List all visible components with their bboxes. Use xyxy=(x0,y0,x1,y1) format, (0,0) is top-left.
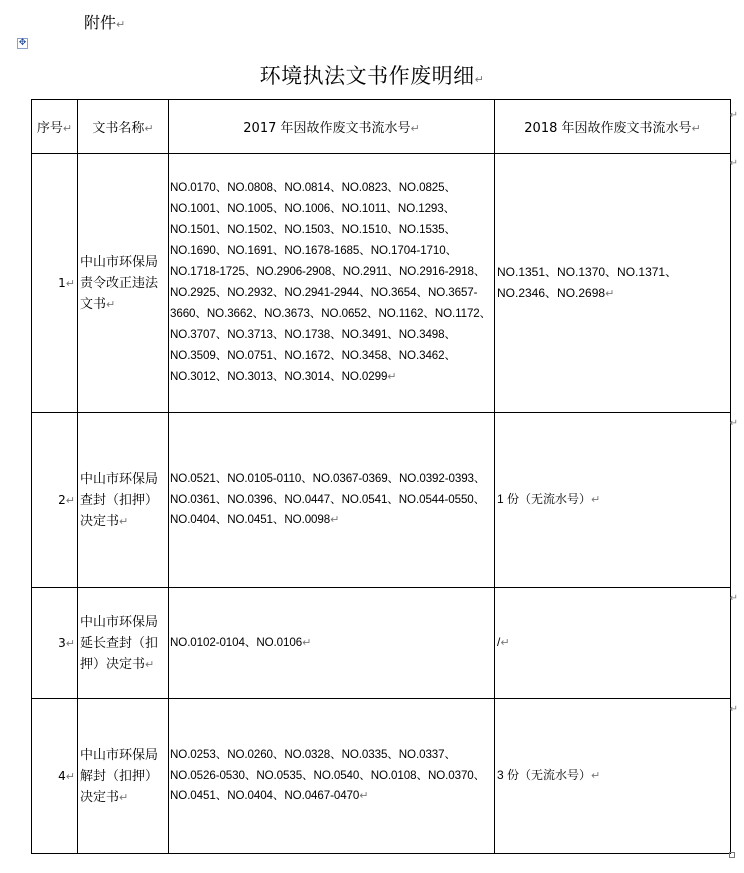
row-end-mark: ↵ xyxy=(729,110,738,121)
table-resize-handle-icon[interactable] xyxy=(729,852,735,858)
serials-2018-cell: 1 份（无流水号）↵ xyxy=(495,413,731,588)
annulment-table xyxy=(31,99,731,854)
table-row xyxy=(32,413,731,588)
doc-name-cell: 中山市环保局延长查封（扣押）决定书↵ xyxy=(78,588,169,699)
doc-name-cell: 中山市环保局责令改正违法文书↵ xyxy=(78,154,169,413)
page-title: 环境执法文书作废明细↵ xyxy=(259,64,485,88)
row-index: 3↵ xyxy=(32,588,78,699)
row-end-mark: ↵ xyxy=(729,593,738,604)
row-end-mark: ↵ xyxy=(729,158,738,169)
doc-name-cell: 中山市环保局解封（扣押）决定书↵ xyxy=(78,699,169,854)
serials-2017-cell: NO.0521、NO.0105-0110、NO.0367-0369、NO.0392-0393、NO.0361、NO.0396、NO.0447、NO.0541、NO.0544-0550、NO.0404、NO.0451、NO.0098↵ xyxy=(169,413,495,588)
table-row xyxy=(32,588,731,699)
serials-2018-cell: 3 份（无流水号）↵ xyxy=(495,699,731,854)
row-end-mark: ↵ xyxy=(729,418,738,429)
serials-2018-cell: NO.1351、NO.1370、NO.1371、NO.2346、NO.2698↵ xyxy=(495,154,731,413)
serials-2017-cell: NO.0253、NO.0260、NO.0328、NO.0335、NO.0337、NO.0526-0530、NO.0535、NO.0540、NO.0108、NO.0370、NO.0451、NO.0404、NO.0467-0470↵ xyxy=(169,699,495,854)
serials-2017-cell: NO.0170、NO.0808、NO.0814、NO.0823、NO.0825、NO.1001、NO.1005、NO.1006、NO.1011、NO.1293、NO.1501、NO.1502、NO.1503、NO.1510、NO.1535、NO.1690、NO.1691、NO.1678-1685、NO.1704-1710、NO.1718-1725、NO.2906-2908、NO.2911、NO.2916-2918、NO.2925、NO.2932、NO.2941-2944、NO.3654、NO.3657-3660、NO.3662、NO.3673、NO.0652、NO.1162、NO.1172、NO.3707、NO.3713、NO.1738、NO.3491、NO.3498、NO.3509、NO.0751、NO.1672、NO.3458、NO.3462、NO.3012、NO.3013、NO.3014、NO.0299↵ xyxy=(169,154,495,413)
annex-label: 附件↵ xyxy=(84,13,126,32)
header-2017: 2017 年因故作废文书流水号↵ xyxy=(169,100,495,154)
table-move-handle-icon[interactable]: ✥ xyxy=(18,38,27,48)
table-header-row xyxy=(32,100,731,154)
table-row xyxy=(32,154,731,413)
doc-name-cell: 中山市环保局查封（扣押）决定书↵ xyxy=(78,413,169,588)
row-end-mark: ↵ xyxy=(729,704,738,715)
row-index: 4↵ xyxy=(32,699,78,854)
header-index: 序号↵ xyxy=(32,100,78,154)
row-index: 2↵ xyxy=(32,413,78,588)
serials-2018-cell: /↵ xyxy=(495,588,731,699)
header-2018: 2018 年因故作废文书流水号↵ xyxy=(495,100,731,154)
table-row xyxy=(32,699,731,854)
row-index: 1↵ xyxy=(32,154,78,413)
serials-2017-cell: NO.0102-0104、NO.0106↵ xyxy=(169,588,495,699)
header-doc-name: 文书名称↵ xyxy=(78,100,169,154)
